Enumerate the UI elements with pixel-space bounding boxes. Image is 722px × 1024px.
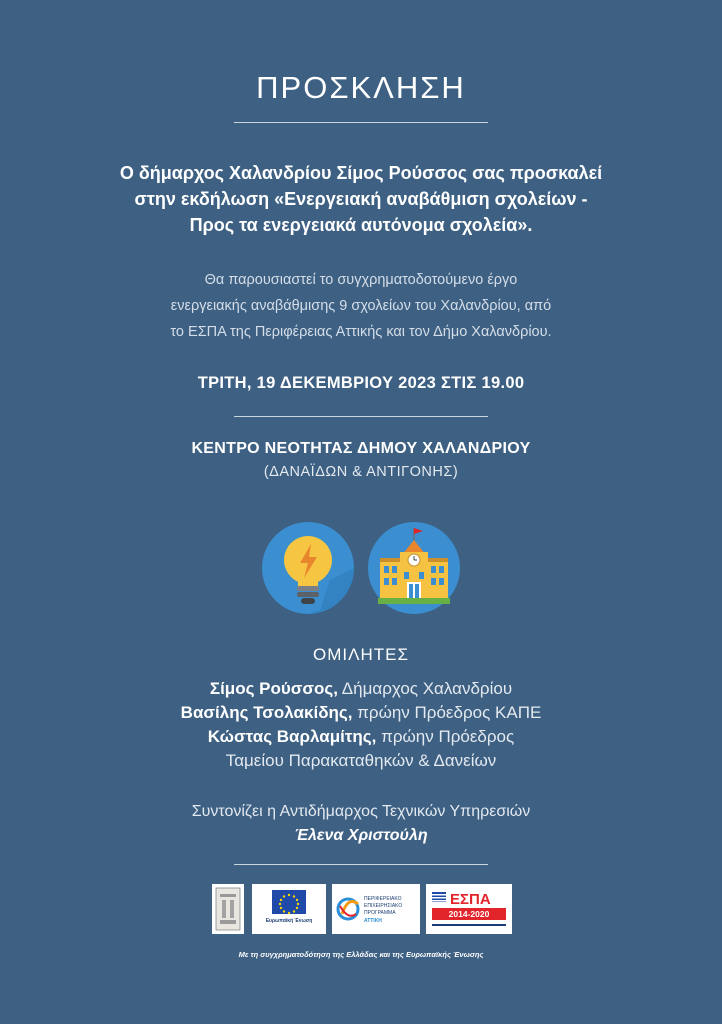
espa-logo-title: ΕΣΠΑ xyxy=(450,891,491,908)
project-description xyxy=(60,267,662,345)
speaker-3 xyxy=(0,725,722,749)
speaker-2-name: Βασίλης Τσολακίδης, xyxy=(180,703,353,722)
espa-logo-years: 2014-2020 xyxy=(448,909,490,919)
speaker-1 xyxy=(0,677,722,701)
bottom-divider xyxy=(234,864,488,865)
region-logo-line-2: ΕΠΙΧΕΙΡΗΣΙΑΚΟ xyxy=(364,903,403,909)
espa-logo xyxy=(426,884,512,934)
speaker-3-role-continued: Ταμείου Παρακαταθηκών & Δανείων xyxy=(225,751,497,770)
description-line-2: ενεργειακής αναβάθμισης 9 σχολείων του Χαλανδρίου, από xyxy=(170,298,552,314)
description-line-1: Θα παρουσιαστεί το συγχρηματοδοτούμενο έργο xyxy=(204,272,518,288)
page-title: ΠΡΟΣΚΛΗΣΗ xyxy=(256,70,466,105)
description-line-3: το ΕΣΠΑ της Περιφέρειας Αττικής και τον Δήμο Χαλανδρίου. xyxy=(170,324,552,340)
event-date: ΤΡΙΤΗ, 19 ΔΕΚΕΜΒΡΙΟΥ 2023 ΣΤΙΣ 19.00 xyxy=(197,374,525,392)
speaker-3-role: πρώην Πρόεδρος xyxy=(376,727,515,746)
speakers-list xyxy=(0,677,722,773)
intro-line-1: Ο δήμαρχος Χαλανδρίου Σίμος Ρούσσος σας προσκαλεί xyxy=(119,163,603,183)
sponsor-logos xyxy=(212,884,512,936)
venue-address: (ΔΑΝΑΪΔΩΝ & ΑΝΤΙΓΟΝΗΣ) xyxy=(263,464,459,480)
light-bulb-icon xyxy=(260,520,356,616)
venue-name: ΚΕΝΤΡΟ ΝΕΟΤΗΤΑΣ ΔΗΜΟΥ ΧΑΛΑΝΔΡΙΟΥ xyxy=(191,440,531,457)
cofunding-footnote: Με τη συγχρηματοδότηση της Ελλάδας και της Ευρωπαϊκής Ένωσης xyxy=(238,950,484,959)
date-divider xyxy=(234,416,488,417)
eu-flag-logo xyxy=(252,884,326,934)
coordinator-name: Έλενα Χριστούλη xyxy=(294,827,428,844)
region-logo-line-3: ΠΡΟΓΡΑΜΜΑ xyxy=(364,910,396,916)
speaker-2-role: πρώην Πρόεδρος ΚΑΠΕ xyxy=(352,703,542,722)
coordinator xyxy=(0,800,722,848)
region-logo-line-4: ΑΤΤΙΚΗ xyxy=(364,918,382,924)
speaker-3-name: Κώστας Βαρλαμίτης, xyxy=(207,727,377,746)
region-logo-line-1: ΠΕΡΙΦΕΡΕΙΑΚΟ xyxy=(364,896,402,902)
speaker-1-role: Δήμαρχος Χαλανδρίου xyxy=(337,679,513,698)
title-divider xyxy=(234,122,488,123)
speaker-1-name: Σίμος Ρούσσος, xyxy=(209,679,338,698)
speakers-heading: ΟΜΙΛΗΤΕΣ xyxy=(313,645,409,664)
speaker-2 xyxy=(0,701,722,725)
attica-programme-logo xyxy=(332,884,420,934)
invitation-intro xyxy=(40,160,682,238)
municipality-emblem-logo xyxy=(212,884,244,934)
eu-logo-label: Ευρωπαϊκή Ένωση xyxy=(265,918,313,924)
intro-line-2: στην εκδήλωση «Ενεργειακή αναβάθμιση σχολείων - xyxy=(134,189,588,209)
school-building-icon xyxy=(366,520,462,616)
intro-line-3: Προς τα ενεργειακά αυτόνομα σχολεία». xyxy=(189,215,533,235)
coordinator-label: Συντονίζει η Αντιδήμαρχος Τεχνικών Υπηρεσιών xyxy=(191,803,531,820)
